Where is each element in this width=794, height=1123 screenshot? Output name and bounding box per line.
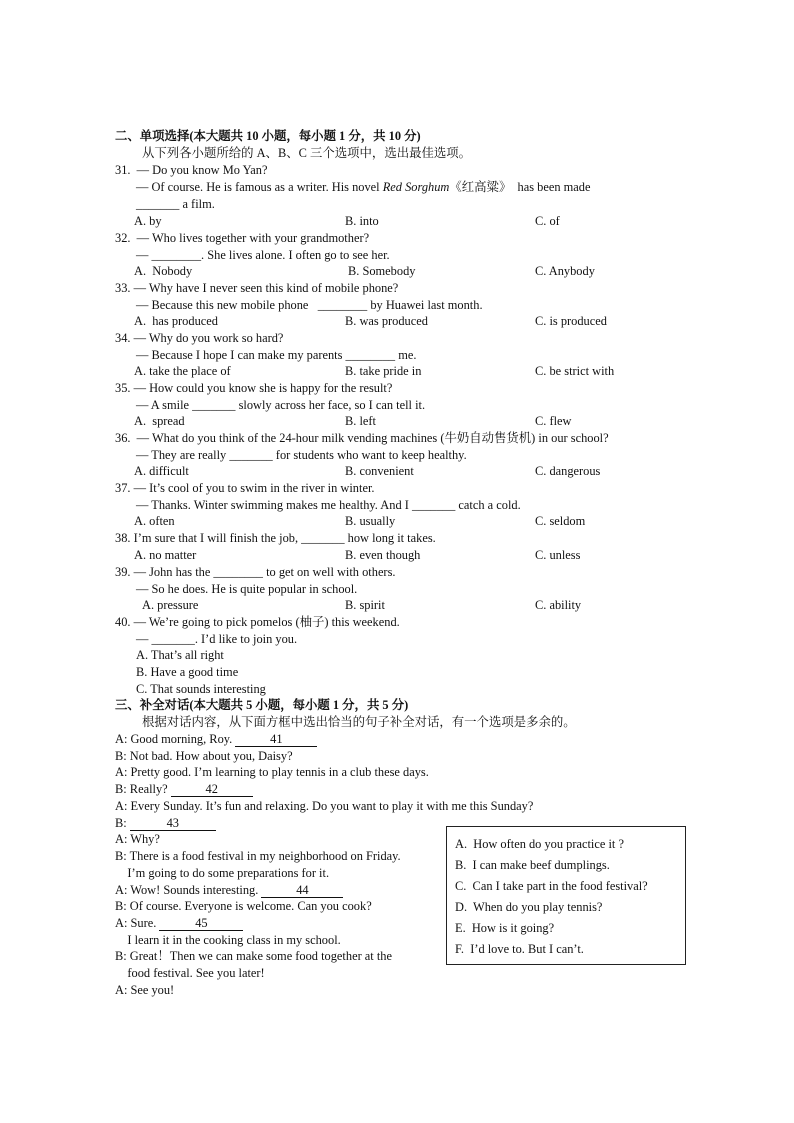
option-b: B. spirit <box>345 598 385 612</box>
option-a: A. spread <box>134 414 185 428</box>
option-b: B. even though <box>345 548 421 562</box>
dialogue-text: A: Sure. <box>115 916 160 930</box>
question-31-stem: 31. — Do you know Mo Yan? <box>115 163 268 177</box>
choice-b[interactable]: B. I can make beef dumplings. <box>455 858 610 872</box>
option-b: B. was produced <box>345 314 428 328</box>
option-a: A. Nobody <box>134 264 193 278</box>
question-36-line2: — They are really _______ for students who want to keep healthy. <box>136 448 467 462</box>
question-31-text: — Of course. He is famous as a writer. His novel <box>136 180 383 194</box>
option-c: C. dangerous <box>535 464 601 478</box>
dialogue-text: A: Good morning, Roy. <box>115 732 236 746</box>
option-c: C. Anybody <box>535 264 595 278</box>
option-b: B. left <box>345 414 376 428</box>
choice-c[interactable]: C. Can I take part in the food festival? <box>455 879 648 893</box>
blank-42[interactable]: 42 <box>171 782 253 797</box>
dialogue-line: A: Why? <box>115 832 160 846</box>
question-33-line2: — Because this new mobile phone ________ by Huawei last month. <box>136 298 483 312</box>
option-b: B. take pride in <box>345 364 422 378</box>
dialogue-line: I learn it in the cooking class in my school. <box>115 933 341 947</box>
option-a: A. That’s all right <box>136 648 224 662</box>
question-33-stem: 33. — Why have I never seen this kind of mobile phone? <box>115 281 399 295</box>
option-c: C. of <box>535 214 560 228</box>
dialogue-line: food festival. See you later! <box>115 966 265 980</box>
option-b: B. convenient <box>345 464 414 478</box>
option-a: A. take the place of <box>134 364 231 378</box>
question-39-stem: 39. — John has the ________ to get on well with others. <box>115 565 396 579</box>
question-35-line2: — A smile _______ slowly across her face, so I can tell it. <box>136 398 426 412</box>
question-35-stem: 35. — How could you know she is happy for the result? <box>115 381 393 395</box>
question-37-line2: — Thanks. Winter swimming makes me healthy. And I _______ catch a cold. <box>136 498 521 512</box>
dialogue-line <box>115 915 243 931</box>
option-c: C. unless <box>535 548 581 562</box>
dialogue-line <box>115 781 253 797</box>
question-31-line3: _______ a film. <box>136 197 215 211</box>
dialogue-text: A: Wow! Sounds interesting. <box>115 883 262 897</box>
dialogue-line: B: Great！Then we can make some food together at the <box>115 949 392 963</box>
blank-45[interactable]: 45 <box>159 916 243 931</box>
dialogue-line: I’m going to do some preparations for it. <box>115 866 330 880</box>
dialogue-line <box>115 731 317 747</box>
question-36-stem: 36. — What do you think of the 24-hour milk vending machines (牛奶自动售货机) in our school? <box>115 431 609 445</box>
section2-heading: 二、单项选择(本大题共 10 小题，每小题 1 分，共 10 分) <box>115 129 421 143</box>
question-34-line2: — Because I hope I can make my parents ________ me. <box>136 348 417 362</box>
dialogue-line: B: Of course. Everyone is welcome. Can you cook? <box>115 899 372 913</box>
question-31-tail: has been made <box>511 180 591 194</box>
blank-44[interactable]: 44 <box>261 883 343 898</box>
option-c: C. seldom <box>535 514 586 528</box>
option-c: C. ability <box>535 598 582 612</box>
dialogue-line: B: There is a food festival in my neighborhood on Friday. <box>115 849 401 863</box>
option-c: C. That sounds interesting <box>136 682 266 696</box>
blank-43[interactable]: 43 <box>130 816 216 831</box>
option-b: B. into <box>345 214 379 228</box>
choice-e[interactable]: E. How is it going? <box>455 921 555 935</box>
question-34-stem: 34. — Why do you work so hard? <box>115 331 284 345</box>
section3-heading: 三、补全对话(本大题共 5 小题，每小题 1 分，共 5 分) <box>115 698 409 712</box>
option-b: B. Have a good time <box>136 665 239 679</box>
dialogue-line <box>115 882 343 898</box>
option-c: C. be strict with <box>535 364 615 378</box>
option-b: B. usually <box>345 514 396 528</box>
dialogue-line: A: Every Sunday. It’s fun and relaxing. Do you want to play it with me this Sunday? <box>115 799 534 813</box>
option-b: B. Somebody <box>348 264 416 278</box>
dialogue-text: B: <box>115 816 130 830</box>
dialogue-line: B: Not bad. How about you, Daisy? <box>115 749 293 763</box>
dialogue-text: B: Really? <box>115 782 171 796</box>
dialogue-line: A: Pretty good. I’m learning to play tennis in a club these days. <box>115 765 429 779</box>
option-a: A. by <box>134 214 162 228</box>
question-38-stem: 38. I’m sure that I will finish the job, _______ how long it takes. <box>115 531 436 545</box>
question-39-line2: — So he does. He is quite popular in school. <box>136 582 358 596</box>
option-a: A. pressure <box>142 598 199 612</box>
question-32-line2: — ________. She lives alone. I often go to see her. <box>136 248 390 262</box>
choice-f[interactable]: F. I’d love to. But I can’t. <box>455 942 584 956</box>
question-37-stem: 37. — It’s cool of you to swim in the river in winter. <box>115 481 375 495</box>
option-c: C. is produced <box>535 314 607 328</box>
novel-title: Red Sorghum <box>382 180 450 194</box>
option-a: A. no matter <box>134 548 197 562</box>
option-a: A. often <box>134 514 175 528</box>
question-32-stem: 32. — Who lives together with your grandmother? <box>115 231 370 245</box>
question-31-line2 <box>136 179 590 195</box>
novel-title-cn: 《红高粱》 <box>449 180 512 194</box>
dialogue-line: A: See you! <box>115 983 175 997</box>
option-a: A. difficult <box>134 464 189 478</box>
option-c: C. flew <box>535 414 572 428</box>
section3-instruction: 根据对话内容，从下面方框中选出恰当的句子补全对话，有一个选项是多余的。 <box>142 715 576 729</box>
question-40-stem: 40. — We’re going to pick pomelos (柚子) this weekend. <box>115 615 400 629</box>
choice-a[interactable]: A. How often do you practice it ? <box>455 837 624 851</box>
option-a: A. has produced <box>134 314 218 328</box>
section2-instruction: 从下列各小题所给的 A、B、C 三个选项中，选出最佳选项。 <box>142 146 472 160</box>
blank-41[interactable]: 41 <box>235 732 317 747</box>
question-40-line2: — _______. I’d like to join you. <box>136 632 298 646</box>
dialogue-line <box>115 815 216 831</box>
choice-d[interactable]: D. When do you play tennis? <box>455 900 603 914</box>
